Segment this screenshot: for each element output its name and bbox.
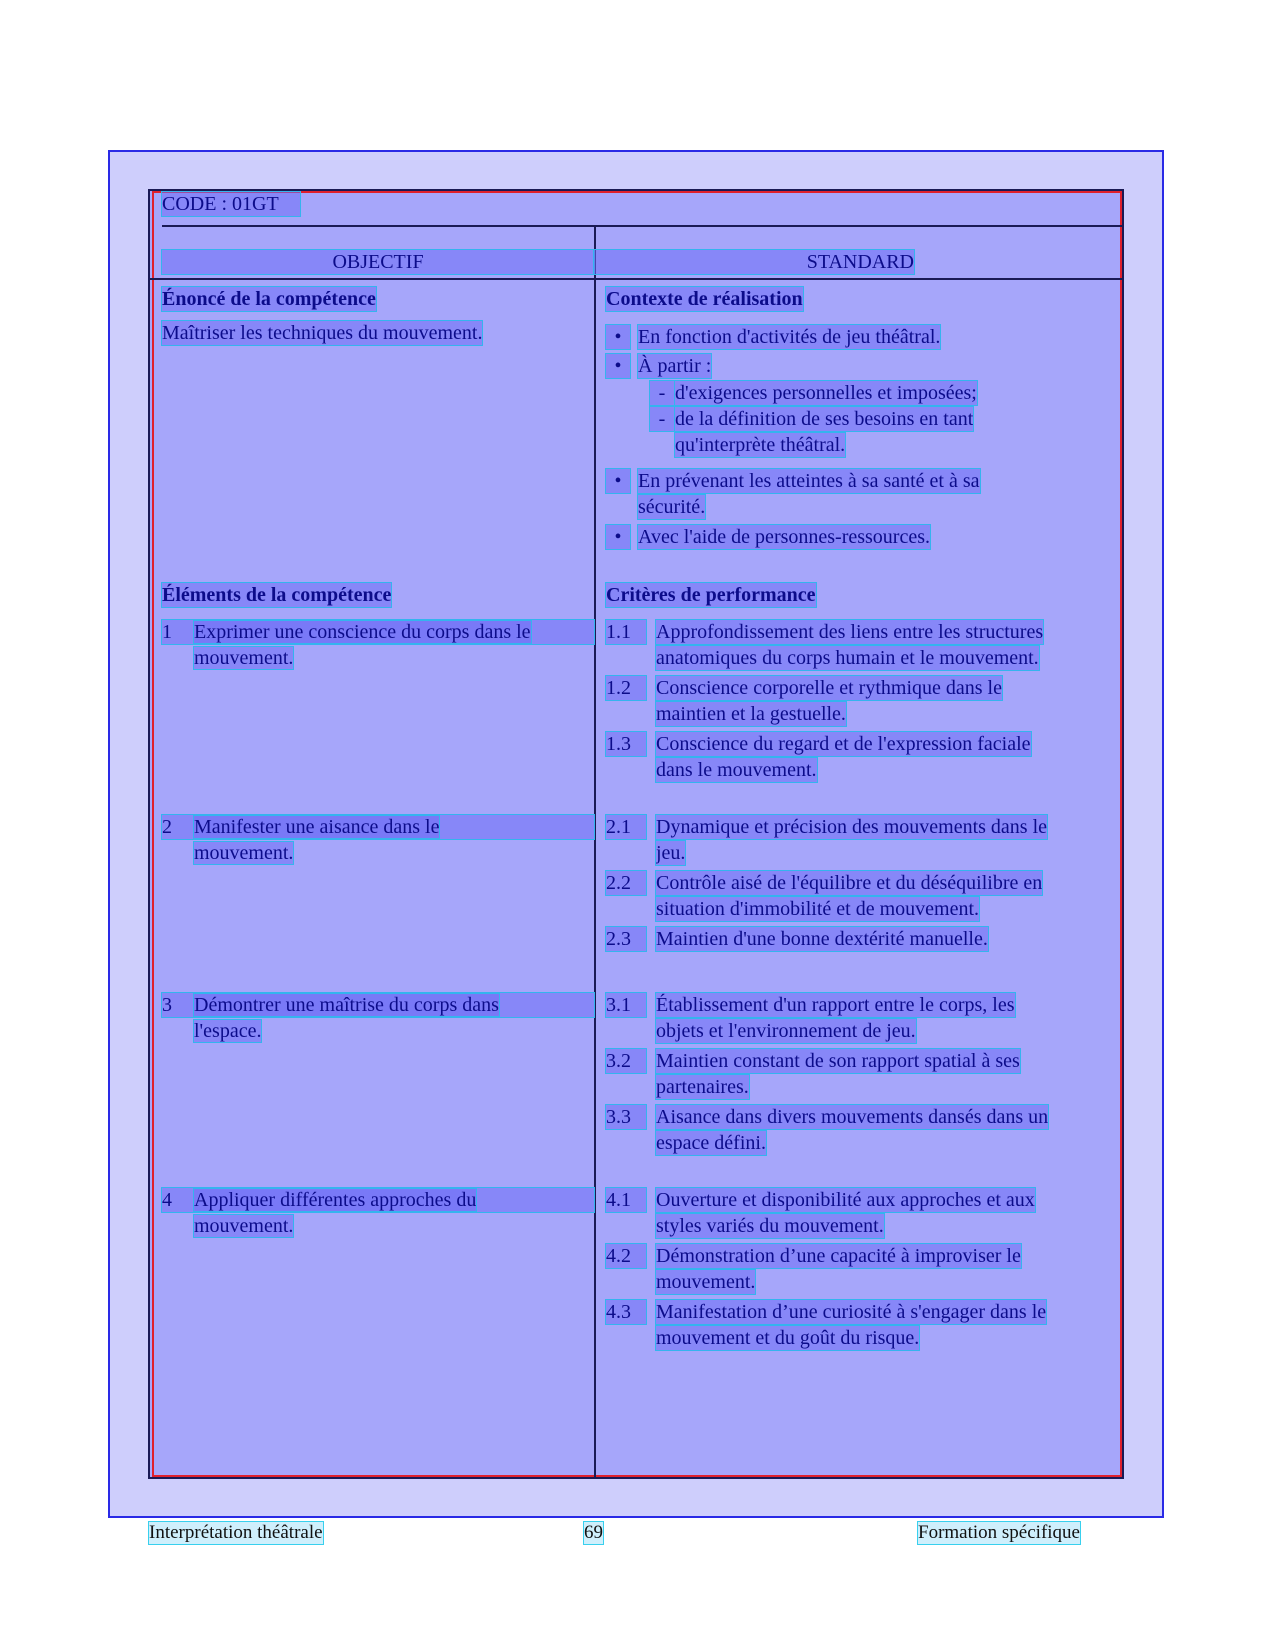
critere-number: 3.1 [606,993,646,1017]
critere-text: Dynamique et précision des mouvements dans le [656,816,1048,838]
contexte-text: En prévenant les atteintes à sa santé et à sa [638,470,980,492]
critere-number: 2.1 [606,815,646,839]
critere-text: Démonstration d’une capacité à improviser le [656,1245,1021,1267]
critere-number: 4.2 [606,1244,646,1268]
footer-page-number: 69 [584,1522,603,1543]
contexte-bullet: - [650,407,674,431]
element-number: 2 [162,815,594,839]
contexte-text: d'exigences personnelles et imposées; [675,382,977,404]
enonce-title: Énoncé de la compétence [162,288,376,310]
element-text: Démontrer une maîtrise du corps dans [194,994,499,1016]
contexte-text: Avec l'aide de personnes-ressources. [638,526,931,548]
criteres-title: Critères de performance [606,584,816,606]
critere-text: maintien et la gestuelle. [656,703,846,725]
contexte-text: qu'interprète théâtral. [675,434,846,456]
code-label: CODE : 01GT [162,192,300,216]
critere-text: dans le mouvement. [656,759,817,781]
contexte-bullet: • [606,469,630,493]
critere-text: Aisance dans divers mouvements dansés dans un [656,1106,1049,1128]
contexte-text: En fonction d'activités de jeu théâtral. [638,326,941,348]
code-row-divider [162,225,1124,227]
critere-number: 2.2 [606,871,646,895]
header-standard [594,250,914,274]
critere-number: 3.2 [606,1049,646,1073]
element-text-line [194,646,594,670]
critere-number: 1.2 [606,676,646,700]
contexte-bullet: • [606,525,630,549]
element-text: Appliquer différentes approches du [194,1189,477,1211]
critere-text: Ouverture et disponibilité aux approches et aux [656,1189,1035,1211]
element-text: mouvement. [194,1215,294,1237]
critere-number: 3.3 [606,1105,646,1129]
critere-text: situation d'immobilité et de mouvement. [656,898,979,920]
critere-text: Maintien d'une bonne dextérité manuelle. [656,928,988,950]
header-objectif [162,250,594,274]
critere-number: 2.3 [606,927,646,951]
header-objectif-label: OBJECTIF [332,251,424,273]
element-number: 3 [162,993,594,1017]
critere-text: objets et l'environnement de jeu. [656,1020,916,1042]
critere-text: Maintien constant de son rapport spatial à ses [656,1050,1020,1072]
critere-text: espace défini. [656,1132,766,1154]
critere-text: anatomiques du corps humain et le mouvement. [656,647,1039,669]
element-text: Exprimer une conscience du corps dans le [194,621,531,643]
footer-left: Interprétation théâtrale [149,1522,323,1543]
critere-text: jeu. [656,842,686,864]
element-text-line [194,620,594,644]
element-text-line [194,993,594,1017]
critere-text: Établissement d'un rapport entre le corps, les [656,994,1015,1016]
critere-number: 1.1 [606,620,646,644]
critere-text: partenaires. [656,1076,749,1098]
element-text-line [194,815,594,839]
critere-number: 4.1 [606,1188,646,1212]
critere-text: Contrôle aisé de l'équilibre et du déséquilibre en [656,872,1043,894]
critere-text: mouvement et du goût du risque. [656,1327,920,1349]
header-standard-label: STANDARD [806,251,914,273]
element-text-line [194,1019,594,1043]
critere-text: Conscience du regard et de l'expression faciale [656,733,1031,755]
column-divider [594,226,596,1479]
critere-text: Approfondissement des liens entre les structures [656,621,1044,643]
element-text: Manifester une aisance dans le [194,816,440,838]
contexte-bullet: - [650,381,674,405]
critere-text: mouvement. [656,1271,756,1293]
element-number: 1 [162,620,594,644]
contexte-bullet: • [606,325,630,349]
element-text-line [194,1214,594,1238]
element-number: 4 [162,1188,594,1212]
header-row-divider [150,278,1124,280]
critere-number: 4.3 [606,1300,646,1324]
critere-number: 1.3 [606,732,646,756]
element-text: mouvement. [194,647,294,669]
enonce-text: Maîtriser les techniques du mouvement. [162,322,483,344]
critere-text: Manifestation d’une curiosité à s'engager dans le [656,1301,1047,1323]
contexte-bullet: • [606,354,630,378]
element-text-line [194,841,594,865]
contexte-title: Contexte de réalisation [606,288,803,310]
critere-text: Conscience corporelle et rythmique dans le [656,677,1002,699]
elements-title: Éléments de la compétence [162,584,392,606]
element-text: mouvement. [194,842,294,864]
contexte-text: de la définition de ses besoins en tant [675,408,974,430]
footer-right: Formation spécifique [918,1522,1080,1543]
contexte-text: À partir : [638,355,712,377]
element-text: l'espace. [194,1020,262,1042]
critere-text: styles variés du mouvement. [656,1215,884,1237]
contexte-text: sécurité. [638,496,706,518]
element-text-line [194,1188,594,1212]
